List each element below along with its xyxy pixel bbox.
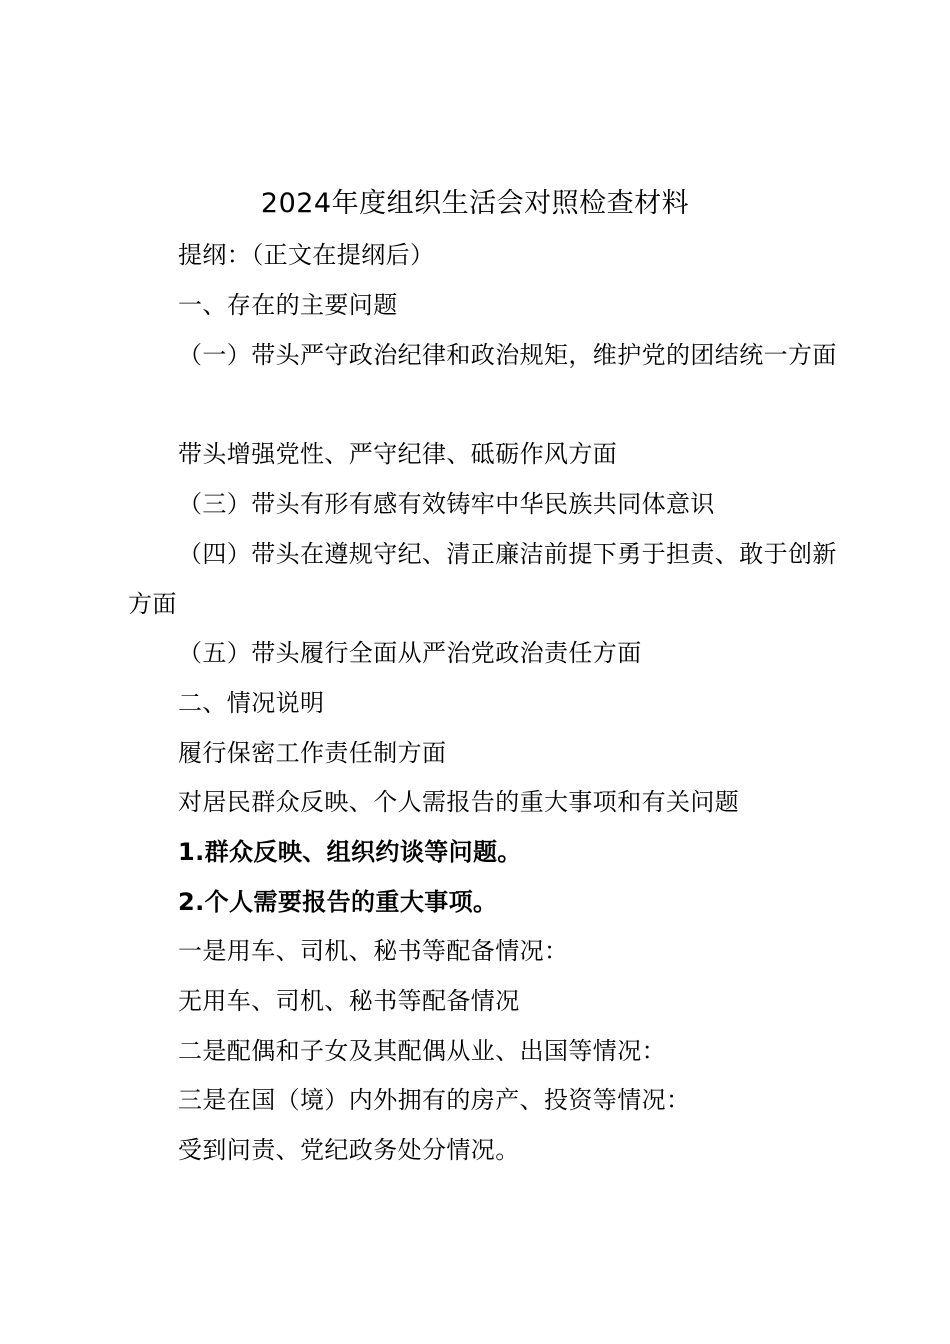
paragraph-item-3: （三）带头有形有感有效铸牢中华民族共同体意识 — [178, 490, 715, 518]
paragraph-vehicle-answer: 无用车、司机、秘书等配备情况 — [178, 987, 520, 1015]
paragraph-item-4: （四）带头在遵规守纪、清正廉洁前提下勇于担责、敢于创新方面 — [128, 540, 837, 618]
paragraph-outline-heading: 提纲：（正文在提纲后） — [178, 241, 435, 269]
paragraph-spouse-heading: 二是配偶和子女及其配偶从业、出国等情况： — [178, 1037, 666, 1065]
paragraph-item-2: 带头增强党性、严守纪律、砥砺作风方面 — [178, 440, 618, 468]
paragraph-item-5: （五）带头履行全面从严治党政治责任方面 — [178, 639, 642, 667]
paragraph-vehicle-heading: 一是用车、司机、秘书等配备情况： — [178, 937, 569, 965]
paragraph-item-1: （一）带头严守政治纪律和政治规矩，维护党的团结统一方面 — [178, 341, 837, 369]
paragraph-property-heading: 三是在国（境）内外拥有的房产、投资等情况： — [178, 1086, 691, 1114]
paragraph-section-1-heading: 一、存在的主要问题 — [178, 291, 398, 319]
document-title: 2024年度组织生活会对照检查材料 — [260, 188, 690, 219]
paragraph-discipline-heading: 受到问责、党纪政务处分情况。 — [178, 1136, 520, 1164]
paragraph-subheading-1: 1.群众反映、组织约谈等问题。 — [178, 838, 522, 866]
paragraph-section-2-heading: 二、情况说明 — [178, 689, 325, 717]
paragraph-subheading-2: 2.个人需要报告的重大事项。 — [178, 888, 498, 916]
paragraph-confidentiality: 履行保密工作责任制方面 — [178, 739, 447, 767]
paragraph-major-matters: 对居民群众反映、个人需报告的重大事项和有关问题 — [178, 788, 740, 816]
